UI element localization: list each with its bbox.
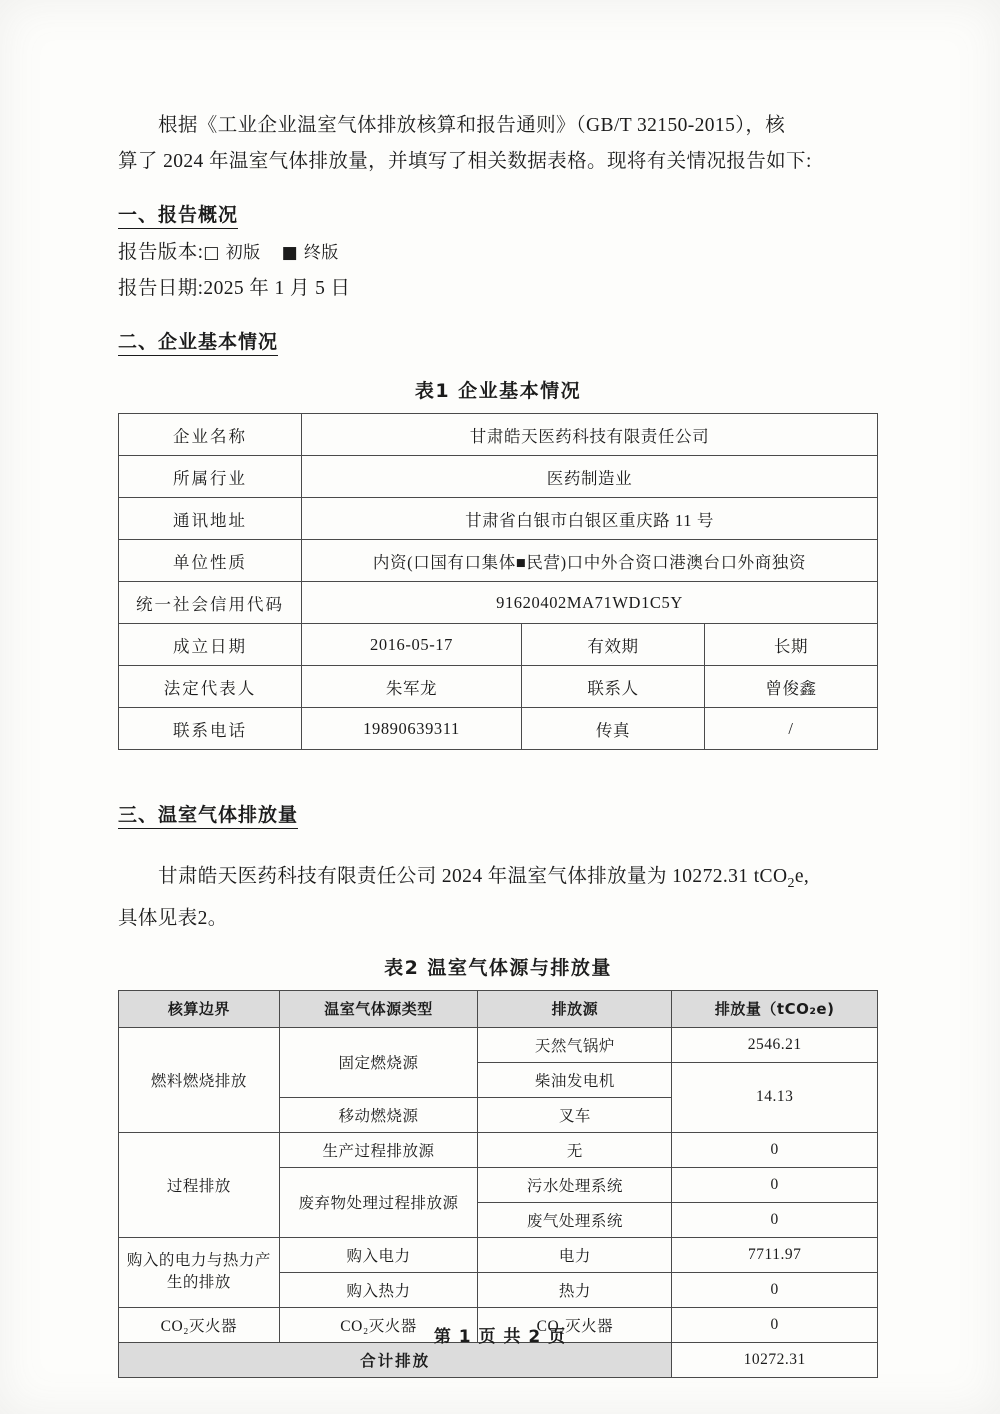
cell-source-co2-extinguisher: CO₂灭火器	[478, 1307, 672, 1342]
cell-source-sewage-system: 污水处理系统	[478, 1167, 672, 1202]
header-boundary: 核算边界	[119, 990, 280, 1027]
report-version-label: 报告版本:	[118, 242, 204, 263]
cell-source-heat: 热力	[478, 1272, 672, 1307]
table-row	[119, 1027, 878, 1062]
cell-emission-co2-extinguisher: 0	[672, 1307, 878, 1342]
cell-source-gas-boiler: 天然气锅炉	[478, 1027, 672, 1062]
table-total-row	[119, 1342, 878, 1377]
cell-value-founded-date: 2016-05-17	[302, 624, 522, 666]
report-version-row	[118, 235, 878, 271]
header-source: 排放源	[478, 990, 672, 1027]
cell-emission-none: 0	[672, 1132, 878, 1167]
cell-total-value: 10272.31	[672, 1342, 878, 1377]
section-2-heading-row	[118, 317, 878, 360]
section-2-title: 二、企业基本情况	[118, 327, 278, 356]
table-row	[119, 540, 878, 582]
page-footer: 第 1 页 共 2 页	[433, 1327, 567, 1347]
cell-label-company-name: 企业名称	[119, 414, 302, 456]
emission-summary-line-1	[118, 859, 878, 901]
table-row	[119, 582, 878, 624]
document-content	[118, 108, 878, 1378]
header-source-type: 温室气体源类型	[279, 990, 478, 1027]
cell-source-type-mobile: 移动燃烧源	[279, 1097, 478, 1132]
cell-label-industry: 所属行业	[119, 456, 302, 498]
report-date-row: 报告日期:2025 年 1 月 5 日	[118, 278, 351, 299]
header-emission: 排放量（tCO₂e)	[672, 990, 878, 1027]
cell-label-founded-date: 成立日期	[119, 624, 302, 666]
section-3-heading-row	[118, 790, 878, 833]
cell-source-type-stationary: 固定燃烧源	[279, 1027, 478, 1097]
cell-emission-electricity: 7711.97	[672, 1237, 878, 1272]
cell-emission-sewage-system: 0	[672, 1167, 878, 1202]
company-info-table	[118, 413, 878, 750]
cell-label-fax: 传真	[522, 708, 705, 750]
cell-source-forklift: 叉车	[478, 1097, 672, 1132]
intro-paragraph	[118, 108, 878, 180]
cell-emission-diesel-forklift: 14.13	[672, 1062, 878, 1132]
table-1-caption: 表1 企业基本情况	[414, 380, 582, 402]
emission-summary-text-tail: e,	[794, 866, 810, 887]
cell-value-fax: /	[705, 708, 878, 750]
emission-summary-subscript: 2	[787, 874, 795, 891]
cell-value-address: 甘肃省白银市白银区重庆路 11 号	[302, 498, 878, 540]
cell-source-type-production-process: 生产过程排放源	[279, 1132, 478, 1167]
cell-emission-waste-gas-system: 0	[672, 1202, 878, 1237]
table-row	[119, 624, 878, 666]
cell-label-contact: 联系人	[522, 666, 705, 708]
cell-boundary-process: 过程排放	[119, 1132, 280, 1237]
cell-source-none: 无	[478, 1132, 672, 1167]
table-2-caption: 表2 温室气体源与排放量	[384, 956, 612, 979]
intro-line-1: 根据《工业企业温室气体排放核算和报告通则》（GB/T 32150-2015），核	[158, 115, 786, 136]
cell-source-electricity: 电力	[478, 1237, 672, 1272]
cell-source-type-co2-extinguisher: CO₂灭火器	[279, 1307, 478, 1342]
cell-value-validity: 长期	[705, 624, 878, 666]
cell-value-credit-code: 91620402MA71WD1C5Y	[302, 582, 878, 624]
cell-source-diesel-generator: 柴油发电机	[478, 1062, 672, 1097]
intro-line-2: 算了 2024 年温室气体排放量，并填写了相关数据表格。现将有关情况报告如下:	[118, 151, 812, 172]
table-row	[119, 456, 878, 498]
version-final-checkbox[interactable]: ■ 终版	[281, 243, 339, 263]
cell-label-validity: 有效期	[522, 624, 705, 666]
section-3-title: 三、温室气体排放量	[118, 800, 298, 829]
cell-value-unit-nature: 内资(口国有口集体■民营)口中外合资口港澳台口外商独资	[302, 540, 878, 582]
cell-boundary-fuel-combustion: 燃料燃烧排放	[119, 1027, 280, 1132]
cell-emission-gas-boiler: 2546.21	[672, 1027, 878, 1062]
cell-label-address: 通讯地址	[119, 498, 302, 540]
cell-label-legal-rep: 法定代表人	[119, 666, 302, 708]
cell-label-unit-nature: 单位性质	[119, 540, 302, 582]
cell-boundary-co2-extinguisher: CO₂灭火器	[119, 1307, 280, 1342]
cell-emission-heat: 0	[672, 1272, 878, 1307]
table-row	[119, 666, 878, 708]
table-row	[119, 708, 878, 750]
cell-label-credit-code: 统一社会信用代码	[119, 582, 302, 624]
emission-summary-paragraph	[118, 859, 878, 937]
cell-value-legal-rep: 朱军龙	[302, 666, 522, 708]
table-row	[119, 414, 878, 456]
cell-value-phone: 19890639311	[302, 708, 522, 750]
cell-source-type-purchased-heat: 购入热力	[279, 1272, 478, 1307]
version-draft-checkbox[interactable]: □ 初版	[203, 243, 261, 263]
cell-source-waste-gas-system: 废气处理系统	[478, 1202, 672, 1237]
section-1-heading-row	[118, 190, 878, 233]
emission-summary-line-2: 具体见表2。	[118, 907, 228, 929]
table-row	[119, 498, 878, 540]
section-1-title: 一、报告概况	[118, 200, 238, 229]
emission-table	[118, 990, 878, 1378]
cell-boundary-purchased-power-heat: 购入的电力与热力产生的排放	[119, 1237, 280, 1307]
cell-source-type-purchased-power: 购入电力	[279, 1237, 478, 1272]
cell-source-type-waste-process: 废弃物处理过程排放源	[279, 1167, 478, 1237]
cell-value-contact: 曾俊鑫	[705, 666, 878, 708]
cell-total-label: 合计排放	[119, 1342, 672, 1377]
table-row	[119, 1132, 878, 1167]
cell-label-phone: 联系电话	[119, 708, 302, 750]
table-header-row	[119, 990, 878, 1027]
cell-value-company-name: 甘肃皓天医药科技有限责任公司	[302, 414, 878, 456]
cell-value-industry: 医药制造业	[302, 456, 878, 498]
table-row	[119, 1237, 878, 1272]
emission-summary-text: 甘肃皓天医药科技有限责任公司 2024 年温室气体排放量为 10272.31 tCO	[158, 866, 788, 887]
